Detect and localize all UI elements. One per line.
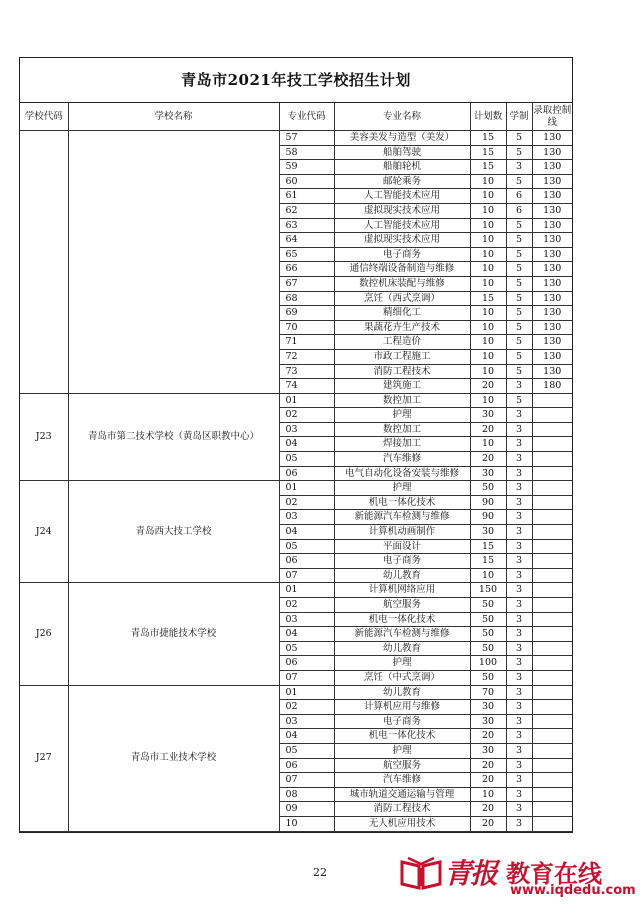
table-row <box>20 393 572 408</box>
major-name-cell: 建筑施工 <box>334 379 470 394</box>
plan-cell: 10 <box>470 189 506 204</box>
major-name-cell: 电子商务 <box>334 554 470 569</box>
plan-cell: 15 <box>470 539 506 554</box>
header-major-code: 专业代码 <box>279 103 334 131</box>
major-code-cell: 07 <box>279 670 334 685</box>
major-code-cell: 03 <box>279 714 334 729</box>
years-cell: 3 <box>506 554 532 569</box>
open-book-icon <box>400 856 442 890</box>
years-cell: 5 <box>506 218 532 233</box>
major-name-cell: 精细化工 <box>334 306 470 321</box>
plan-cell: 10 <box>470 437 506 452</box>
plan-cell: 20 <box>470 758 506 773</box>
major-name-cell: 果蔬花卉生产技术 <box>334 320 470 335</box>
major-name-cell: 虚拟现实技术应用 <box>334 233 470 248</box>
major-code-cell: 66 <box>279 262 334 277</box>
years-cell: 3 <box>506 700 532 715</box>
table-body <box>20 131 572 832</box>
plan-cell: 20 <box>470 379 506 394</box>
logo-url: www.iqdedu.com <box>510 883 636 898</box>
major-name-cell: 烹饪（中式烹调） <box>334 670 470 685</box>
major-name-cell: 新能源汽车检测与维修 <box>334 510 470 525</box>
years-cell: 3 <box>506 729 532 744</box>
major-name-cell: 市政工程施工 <box>334 349 470 364</box>
major-name-cell: 计算机应用与维修 <box>334 700 470 715</box>
cutoff-cell: 130 <box>532 306 572 321</box>
plan-cell: 20 <box>470 452 506 467</box>
years-cell: 5 <box>506 335 532 350</box>
cutoff-cell: 180 <box>532 379 572 394</box>
cutoff-cell <box>532 539 572 554</box>
plan-cell: 70 <box>470 685 506 700</box>
major-code-cell: 61 <box>279 189 334 204</box>
major-code-cell: 02 <box>279 408 334 423</box>
years-cell: 3 <box>506 612 532 627</box>
cutoff-cell: 130 <box>532 131 572 146</box>
admission-plan-table <box>20 103 572 832</box>
years-cell: 3 <box>506 583 532 598</box>
plan-cell: 50 <box>470 612 506 627</box>
years-cell: 3 <box>506 422 532 437</box>
cutoff-cell <box>532 393 572 408</box>
cutoff-cell <box>532 452 572 467</box>
years-cell: 3 <box>506 466 532 481</box>
years-cell: 6 <box>506 203 532 218</box>
plan-cell: 10 <box>470 335 506 350</box>
plan-cell: 10 <box>470 247 506 262</box>
years-cell: 3 <box>506 641 532 656</box>
years-cell: 3 <box>506 714 532 729</box>
years-cell: 3 <box>506 452 532 467</box>
cutoff-cell <box>532 466 572 481</box>
years-cell: 5 <box>506 393 532 408</box>
plan-cell: 150 <box>470 583 506 598</box>
years-cell: 5 <box>506 349 532 364</box>
school-code-cell <box>20 131 68 394</box>
major-name-cell: 无人机应用技术 <box>334 816 470 831</box>
cutoff-cell <box>532 554 572 569</box>
plan-cell: 10 <box>470 349 506 364</box>
major-name-cell: 平面设计 <box>334 539 470 554</box>
cutoff-cell <box>532 773 572 788</box>
major-name-cell: 护理 <box>334 743 470 758</box>
plan-cell: 90 <box>470 510 506 525</box>
major-name-cell: 美容美发与造型（美发） <box>334 131 470 146</box>
major-name-cell: 航空服务 <box>334 598 470 613</box>
major-name-cell: 汽车维修 <box>334 773 470 788</box>
cutoff-cell <box>532 583 572 598</box>
plan-cell: 50 <box>470 641 506 656</box>
school-name-cell: 青岛市第二技术学校（黄岛区职教中心） <box>68 393 279 481</box>
school-name-cell: 青岛西大技工学校 <box>68 481 279 583</box>
header-major-name: 专业名称 <box>334 103 470 131</box>
major-code-cell: 04 <box>279 437 334 452</box>
years-cell: 3 <box>506 685 532 700</box>
major-name-cell: 机电一体化技术 <box>334 729 470 744</box>
cutoff-cell <box>532 802 572 817</box>
major-name-cell: 工程造价 <box>334 335 470 350</box>
major-code-cell: 58 <box>279 145 334 160</box>
major-name-cell: 护理 <box>334 408 470 423</box>
major-name-cell: 城市轨道交通运输与管理 <box>334 787 470 802</box>
cutoff-cell <box>532 641 572 656</box>
years-cell: 3 <box>506 160 532 175</box>
major-name-cell: 电子商务 <box>334 247 470 262</box>
cutoff-cell: 130 <box>532 145 572 160</box>
plan-cell: 20 <box>470 816 506 831</box>
school-code-cell: J27 <box>20 685 68 831</box>
years-cell: 6 <box>506 189 532 204</box>
years-cell: 3 <box>506 758 532 773</box>
major-name-cell: 消防工程技术 <box>334 364 470 379</box>
plan-cell: 100 <box>470 656 506 671</box>
major-code-cell: 05 <box>279 743 334 758</box>
cutoff-cell <box>532 422 572 437</box>
plan-cell: 10 <box>470 568 506 583</box>
major-code-cell: 10 <box>279 816 334 831</box>
plan-cell: 20 <box>470 773 506 788</box>
logo-brush-text: 青报 <box>444 857 497 890</box>
plan-cell: 10 <box>470 393 506 408</box>
major-name-cell: 焊接加工 <box>334 437 470 452</box>
years-cell: 5 <box>506 247 532 262</box>
major-code-cell: 71 <box>279 335 334 350</box>
years-cell: 5 <box>506 145 532 160</box>
cutoff-cell <box>532 568 572 583</box>
cutoff-cell: 130 <box>532 203 572 218</box>
years-cell: 3 <box>506 481 532 496</box>
cutoff-cell <box>532 685 572 700</box>
years-cell: 3 <box>506 816 532 831</box>
major-code-cell: 64 <box>279 233 334 248</box>
major-code-cell: 02 <box>279 700 334 715</box>
major-name-cell: 数控加工 <box>334 393 470 408</box>
admission-plan-sheet <box>19 57 573 833</box>
major-code-cell: 01 <box>279 393 334 408</box>
cutoff-cell: 130 <box>532 276 572 291</box>
major-code-cell: 70 <box>279 320 334 335</box>
major-code-cell: 72 <box>279 349 334 364</box>
cutoff-cell <box>532 627 572 642</box>
school-code-cell: J23 <box>20 393 68 481</box>
major-code-cell: 67 <box>279 276 334 291</box>
cutoff-cell <box>532 408 572 423</box>
cutoff-cell <box>532 525 572 540</box>
major-code-cell: 04 <box>279 627 334 642</box>
major-code-cell: 06 <box>279 656 334 671</box>
brand-logo <box>400 852 635 900</box>
major-code-cell: 02 <box>279 495 334 510</box>
major-code-cell: 01 <box>279 481 334 496</box>
major-name-cell: 幼儿教育 <box>334 685 470 700</box>
cutoff-cell <box>532 437 572 452</box>
cutoff-cell <box>532 787 572 802</box>
plan-cell: 15 <box>470 131 506 146</box>
years-cell: 3 <box>506 379 532 394</box>
major-code-cell: 06 <box>279 554 334 569</box>
years-cell: 3 <box>506 773 532 788</box>
plan-cell: 20 <box>470 802 506 817</box>
major-name-cell: 计算机动画制作 <box>334 525 470 540</box>
years-cell: 3 <box>506 495 532 510</box>
major-code-cell: 62 <box>279 203 334 218</box>
years-cell: 5 <box>506 233 532 248</box>
major-name-cell: 烹饪（西式烹调） <box>334 291 470 306</box>
header-plan: 计划数 <box>470 103 506 131</box>
cutoff-cell <box>532 495 572 510</box>
school-name-cell: 青岛市工业技术学校 <box>68 685 279 831</box>
cutoff-cell: 130 <box>532 335 572 350</box>
major-code-cell: 05 <box>279 641 334 656</box>
plan-cell: 10 <box>470 233 506 248</box>
cutoff-cell: 130 <box>532 160 572 175</box>
major-name-cell: 数控加工 <box>334 422 470 437</box>
plan-cell: 15 <box>470 160 506 175</box>
major-code-cell: 06 <box>279 466 334 481</box>
major-name-cell: 幼儿教育 <box>334 641 470 656</box>
header-school-code: 学校代码 <box>20 103 68 131</box>
plan-cell: 10 <box>470 306 506 321</box>
cutoff-cell: 130 <box>532 320 572 335</box>
cutoff-cell: 130 <box>532 364 572 379</box>
major-code-cell: 60 <box>279 174 334 189</box>
cutoff-cell: 130 <box>532 247 572 262</box>
major-code-cell: 04 <box>279 525 334 540</box>
school-name-cell <box>68 131 279 394</box>
table-header-row <box>20 103 572 131</box>
major-name-cell: 虚拟现实技术应用 <box>334 203 470 218</box>
plan-cell: 30 <box>470 466 506 481</box>
years-cell: 3 <box>506 510 532 525</box>
cutoff-cell: 130 <box>532 218 572 233</box>
plan-cell: 10 <box>470 320 506 335</box>
table-row <box>20 131 572 146</box>
cutoff-cell: 130 <box>532 262 572 277</box>
cutoff-cell: 130 <box>532 174 572 189</box>
major-name-cell: 人工智能技术应用 <box>334 189 470 204</box>
plan-cell: 30 <box>470 743 506 758</box>
years-cell: 3 <box>506 408 532 423</box>
major-code-cell: 01 <box>279 583 334 598</box>
plan-cell: 50 <box>470 481 506 496</box>
years-cell: 3 <box>506 627 532 642</box>
major-name-cell: 机电一体化技术 <box>334 495 470 510</box>
plan-cell: 10 <box>470 787 506 802</box>
years-cell: 3 <box>506 568 532 583</box>
school-code-cell: J24 <box>20 481 68 583</box>
major-name-cell: 机电一体化技术 <box>334 612 470 627</box>
header-years: 学制 <box>506 103 532 131</box>
years-cell: 5 <box>506 320 532 335</box>
plan-cell: 90 <box>470 495 506 510</box>
major-code-cell: 06 <box>279 758 334 773</box>
major-code-cell: 73 <box>279 364 334 379</box>
major-code-cell: 74 <box>279 379 334 394</box>
major-code-cell: 09 <box>279 802 334 817</box>
plan-cell: 15 <box>470 291 506 306</box>
years-cell: 3 <box>506 787 532 802</box>
plan-cell: 30 <box>470 525 506 540</box>
cutoff-cell: 130 <box>532 349 572 364</box>
major-name-cell: 计算机网络应用 <box>334 583 470 598</box>
major-code-cell: 02 <box>279 598 334 613</box>
years-cell: 3 <box>506 743 532 758</box>
cutoff-cell <box>532 729 572 744</box>
major-code-cell: 69 <box>279 306 334 321</box>
major-name-cell: 人工智能技术应用 <box>334 218 470 233</box>
cutoff-cell: 130 <box>532 189 572 204</box>
page-title: 青岛市2021年技工学校招生计划 <box>20 58 572 103</box>
years-cell: 3 <box>506 437 532 452</box>
major-name-cell: 航空服务 <box>334 758 470 773</box>
cutoff-cell <box>532 743 572 758</box>
cutoff-cell: 130 <box>532 291 572 306</box>
plan-cell: 10 <box>470 218 506 233</box>
plan-cell: 50 <box>470 627 506 642</box>
school-code-cell: J26 <box>20 583 68 685</box>
major-name-cell: 数控机床装配与维修 <box>334 276 470 291</box>
major-name-cell: 电气自动化设备安装与维修 <box>334 466 470 481</box>
major-code-cell: 03 <box>279 510 334 525</box>
page-number: 22 <box>313 866 327 879</box>
cutoff-cell <box>532 816 572 831</box>
major-code-cell: 04 <box>279 729 334 744</box>
major-name-cell: 邮轮乘务 <box>334 174 470 189</box>
major-name-cell: 通信终端设备制造与维修 <box>334 262 470 277</box>
years-cell: 5 <box>506 131 532 146</box>
header-cutoff: 录取控制线 <box>532 103 572 131</box>
major-name-cell: 汽车维修 <box>334 452 470 467</box>
major-name-cell: 幼儿教育 <box>334 568 470 583</box>
major-code-cell: 68 <box>279 291 334 306</box>
major-code-cell: 07 <box>279 773 334 788</box>
major-code-cell: 03 <box>279 612 334 627</box>
major-name-cell: 船舶驾驶 <box>334 145 470 160</box>
plan-cell: 50 <box>470 598 506 613</box>
plan-cell: 20 <box>470 729 506 744</box>
major-code-cell: 63 <box>279 218 334 233</box>
major-name-cell: 消防工程技术 <box>334 802 470 817</box>
years-cell: 5 <box>506 306 532 321</box>
major-name-cell: 护理 <box>334 481 470 496</box>
plan-cell: 30 <box>470 408 506 423</box>
plan-cell: 15 <box>470 554 506 569</box>
major-name-cell: 新能源汽车检测与维修 <box>334 627 470 642</box>
plan-cell: 15 <box>470 145 506 160</box>
years-cell: 3 <box>506 802 532 817</box>
table-row <box>20 685 572 700</box>
plan-cell: 50 <box>470 670 506 685</box>
cutoff-cell <box>532 670 572 685</box>
cutoff-cell <box>532 714 572 729</box>
plan-cell: 20 <box>470 422 506 437</box>
table-row <box>20 583 572 598</box>
cutoff-cell <box>532 656 572 671</box>
major-code-cell: 07 <box>279 568 334 583</box>
major-name-cell: 船舶轮机 <box>334 160 470 175</box>
years-cell: 5 <box>506 174 532 189</box>
years-cell: 3 <box>506 670 532 685</box>
school-name-cell: 青岛市捷能技术学校 <box>68 583 279 685</box>
years-cell: 5 <box>506 291 532 306</box>
years-cell: 3 <box>506 598 532 613</box>
cutoff-cell: 130 <box>532 233 572 248</box>
cutoff-cell <box>532 510 572 525</box>
plan-cell: 10 <box>470 364 506 379</box>
cutoff-cell <box>532 598 572 613</box>
table-row <box>20 481 572 496</box>
logo-brand-name: 教育在线 <box>506 860 602 888</box>
major-code-cell: 05 <box>279 452 334 467</box>
major-code-cell: 59 <box>279 160 334 175</box>
cutoff-cell <box>532 758 572 773</box>
header-school-name: 学校名称 <box>68 103 279 131</box>
plan-cell: 10 <box>470 262 506 277</box>
plan-cell: 10 <box>470 276 506 291</box>
cutoff-cell <box>532 700 572 715</box>
years-cell: 5 <box>506 276 532 291</box>
plan-cell: 10 <box>470 203 506 218</box>
major-code-cell: 08 <box>279 787 334 802</box>
years-cell: 3 <box>506 539 532 554</box>
years-cell: 3 <box>506 525 532 540</box>
plan-cell: 30 <box>470 714 506 729</box>
years-cell: 5 <box>506 262 532 277</box>
major-code-cell: 01 <box>279 685 334 700</box>
major-name-cell: 护理 <box>334 656 470 671</box>
cutoff-cell <box>532 481 572 496</box>
major-code-cell: 03 <box>279 422 334 437</box>
major-name-cell: 电子商务 <box>334 714 470 729</box>
major-code-cell: 57 <box>279 131 334 146</box>
years-cell: 5 <box>506 364 532 379</box>
cutoff-cell <box>532 612 572 627</box>
major-code-cell: 65 <box>279 247 334 262</box>
plan-cell: 30 <box>470 700 506 715</box>
major-code-cell: 05 <box>279 539 334 554</box>
plan-cell: 10 <box>470 174 506 189</box>
years-cell: 3 <box>506 656 532 671</box>
